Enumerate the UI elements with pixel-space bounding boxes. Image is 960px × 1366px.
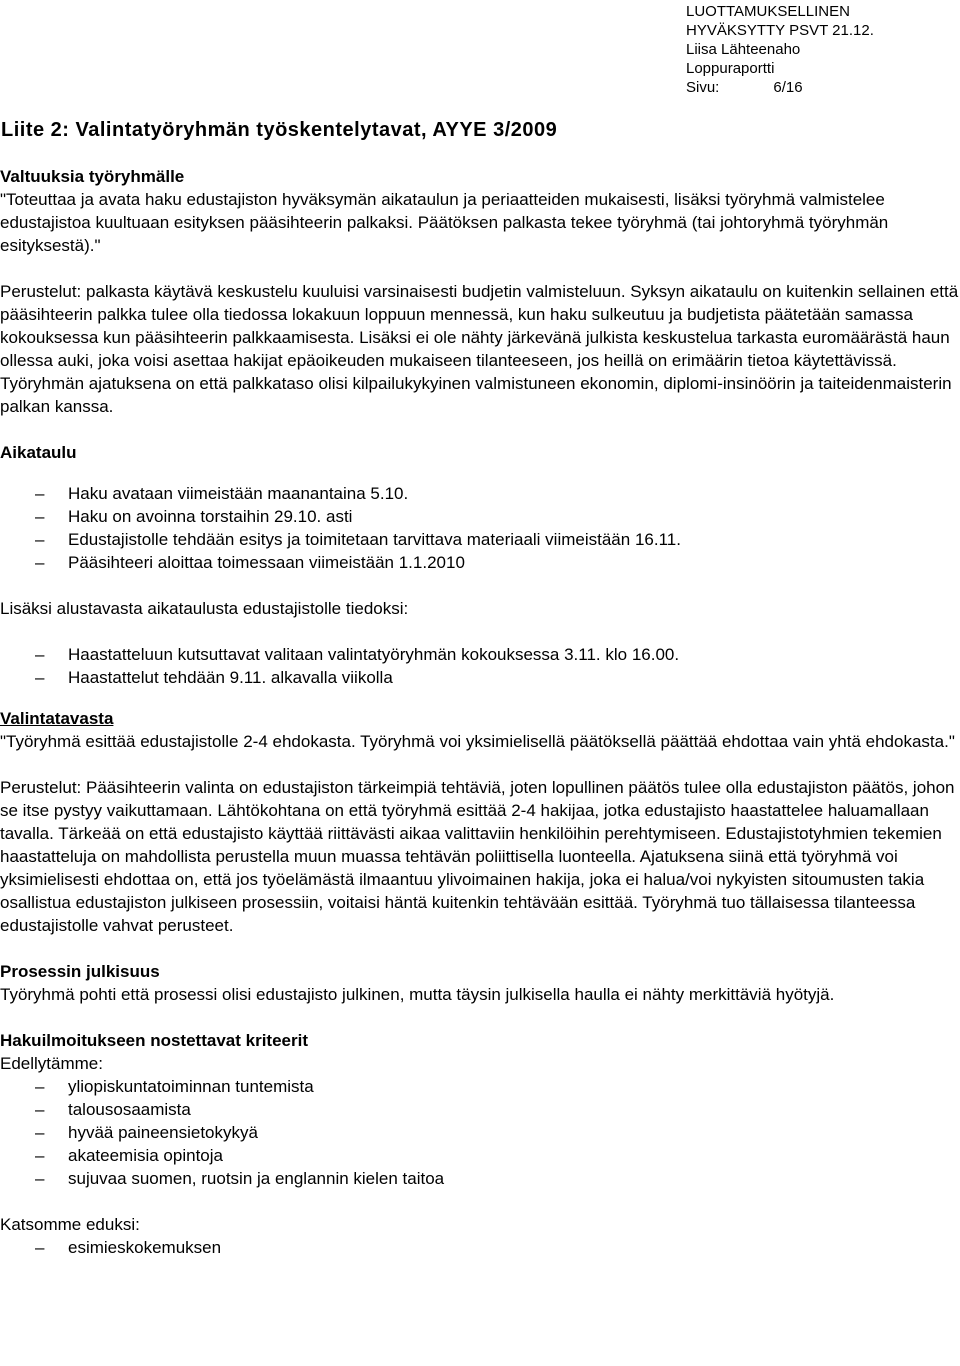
section-heading: Hakuilmoitukseen nostettavat kriteerit	[0, 1031, 308, 1050]
document-body	[0, 119, 960, 1259]
list-item: – esimieskokemuksen	[35, 1238, 222, 1257]
page-number: 6/16	[773, 79, 803, 96]
quote-paragraph: "Työryhmä esittää edustajistolle 2-4 ehdokasta. Työryhmä voi yksimielisellä päätöksellä päättää ehdottaa vain yhtä ehdokasta."	[0, 732, 955, 751]
schedule-list	[0, 482, 960, 574]
section-heading: Prosessin julkisuus	[0, 962, 160, 981]
dash-bullet-icon: –	[35, 553, 45, 572]
dash-bullet-icon: –	[35, 1169, 45, 1188]
page-header	[686, 2, 874, 97]
required-list	[0, 1075, 960, 1190]
author-label: Liisa Lähteenaho	[686, 41, 801, 58]
dash-bullet-icon: –	[35, 1100, 45, 1119]
body-paragraph: Työryhmä pohti että prosessi olisi edustajisto julkinen, mutta täysin julkisella haulla ei nähty merkittäviä hyötyjä.	[0, 985, 835, 1004]
report-label: Loppuraportti	[686, 60, 775, 77]
dash-bullet-icon: –	[35, 1146, 45, 1165]
section-valintatavasta	[0, 707, 960, 937]
approved-label: HYVÄKSYTTY PSVT 21.12.	[686, 22, 874, 39]
dash-bullet-icon: –	[35, 530, 45, 549]
merit-label: Katsomme eduksi:	[0, 1215, 140, 1234]
dash-bullet-icon: –	[35, 1123, 45, 1142]
list-item: – talousosaamista	[35, 1100, 191, 1119]
list-item: – Haku avataan viimeistään maanantaina 5.10.	[35, 484, 409, 503]
list-item: – Haku on avoinna torstaihin 29.10. asti	[35, 507, 353, 526]
dash-bullet-icon: –	[35, 645, 45, 664]
confidential-label: LUOTTAMUKSELLINEN	[686, 3, 850, 20]
list-item: – Haastatteluun kutsuttavat valitaan valintatyöryhmän kokouksessa 3.11. klo 16.00.	[35, 645, 680, 664]
section-aikataulu	[0, 441, 960, 689]
section-valtuuksia	[0, 165, 960, 418]
page-indicator	[686, 78, 874, 97]
dash-bullet-icon: –	[35, 1238, 45, 1257]
dash-bullet-icon: –	[35, 668, 45, 687]
schedule-extra-intro: Lisäksi alustavasta aikataulusta edustajistolle tiedoksi:	[0, 599, 409, 618]
required-label: Edellytämme:	[0, 1054, 103, 1073]
schedule-extra-list	[0, 643, 960, 689]
list-item: – sujuvaa suomen, ruotsin ja englannin kielen taitoa	[35, 1169, 445, 1188]
dash-bullet-icon: –	[35, 507, 45, 526]
section-heading: Valintatavasta	[0, 709, 114, 728]
section-kriteerit	[0, 1029, 960, 1259]
document-title: Liite 2: Valintatyöryhmän työskentelytavat, AYYE 3/2009	[1, 119, 558, 141]
list-item: – Pääsihteeri aloittaa toimessaan viimeistään 1.1.2010	[35, 553, 465, 572]
dash-bullet-icon: –	[35, 1077, 45, 1096]
quote-paragraph: "Toteuttaa ja avata haku edustajiston hyväksymän aikataulun ja periaatteiden mukaisesti, lisäksi työryhmä valmistelee edustajistoa kuultuaan esityksen pääsihteerin palkaksi. Päätöksen palkasta tekee työryhmä (tai johtoryhmä työryhmän esityksestä)."	[0, 190, 889, 255]
dash-bullet-icon: –	[35, 484, 45, 503]
list-item: – akateemisia opintoja	[35, 1146, 223, 1165]
page-label: Sivu:	[686, 79, 720, 96]
section-heading: Valtuuksia työryhmälle	[0, 167, 185, 186]
rationale-paragraph: Perustelut: palkasta käytävä keskustelu kuuluisi varsinaisesti budjetin valmisteluun. Syksyn aikataulu on kuitenkin sellainen että pääsihteerin palkka tulee olla tiedossa lokakuun loppuun mennessä, kun haku sulkeutuu ja budjetista päätetään samassa kokouksessa kun pääsihteerin palkkaamisesta. Lisäksi ei ole nähty järkevänä julkista keskustelua tarkasta euromäärästä haun ollessa auki, joka voisi asettaa hakijat epäoikeuden mukaiseen tilanteeseen, jos heillä on erimäärin tietoa käytettävissä. Työryhmän ajatuksena on että palkkataso olisi kilpailukykyinen valmistuneen ekonomin, diplomi-insinöörin ja taiteidenmaisterin palkan kanssa.	[0, 282, 959, 416]
section-julkisuus	[0, 960, 960, 1006]
rationale-paragraph: Perustelut: Pääsihteerin valinta on edustajiston tärkeimpiä tehtäviä, joten lopullinen päätös tulee olla edustajiston päätös, johon se itse pystyy vaikuttamaan. Lähtökohtana on että työryhmä esittää 2-4 hakijaa, jotka edustajisto haastattelee haluamallaan tavalla. Tärkeää on että edustajisto käyttää riittävästi aikaa valittaviin henkilöihin perehtymiseen. Edustajistotyhmien tekemien haastatteluja on mahdollista perustella muun muassa tehtävän poliittisella luonteella. Ajatuksena siinä että työryhmä voi yksimielisesti ehdottaa on, että jos työelämästä ilmaantuu ylivoimainen hakija, joka ei halua/voi nykyisten sitoumusten takia osallistua edustajiston julkiseen prosessiin, voitaisi häntä kuitenkin tehtävään esittää. Työryhmä tuo tällaisessa tilanteessa edustajistolle vahvat perusteet.	[0, 778, 955, 935]
list-item: – yliopiskuntatoiminnan tuntemista	[35, 1077, 314, 1096]
section-heading: Aikataulu	[0, 443, 77, 462]
list-item: – hyvää paineensietokykyä	[35, 1123, 258, 1142]
merit-list	[0, 1236, 960, 1259]
list-item: – Edustajistolle tehdään esitys ja toimitetaan tarvittava materiaali viimeistään 16.11.	[35, 530, 681, 549]
list-item: – Haastattelut tehdään 9.11. alkavalla viikolla	[35, 668, 393, 687]
